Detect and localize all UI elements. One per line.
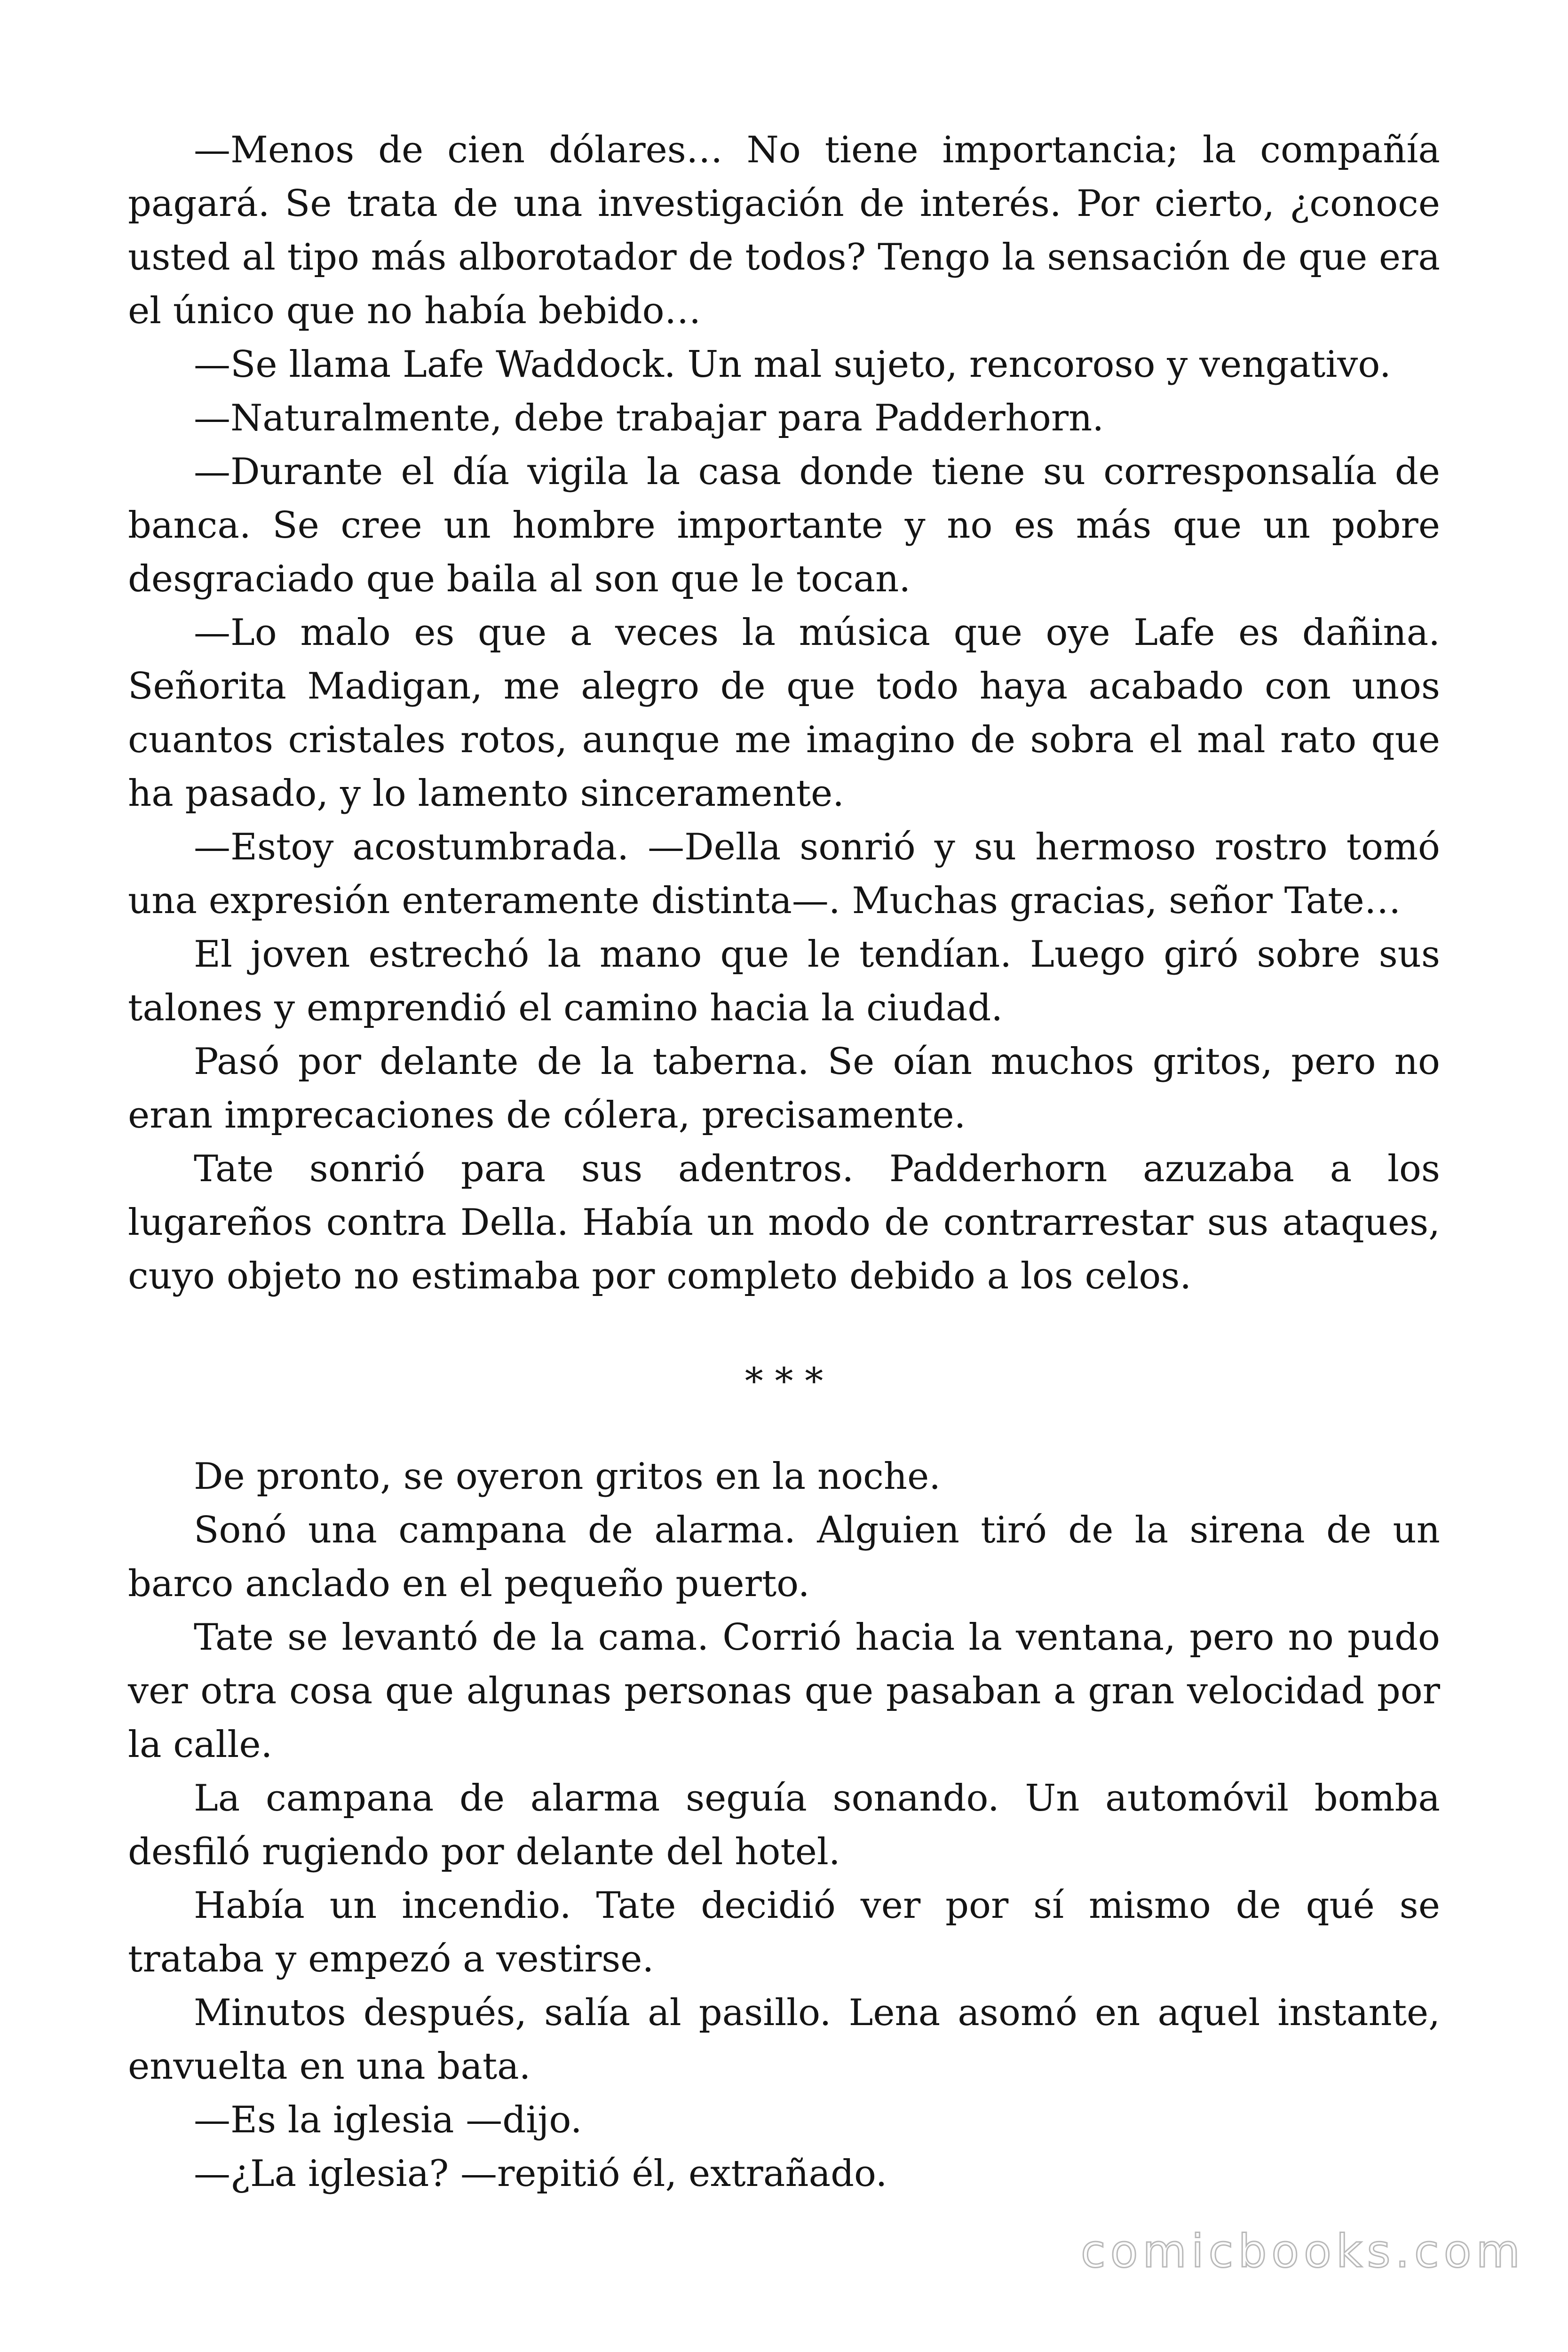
paragraph: —Menos de cien dólares… No tiene importancia; la compañía pagará. Se trata de una investigación de interés. Por cierto, ¿conoce usted al tipo más alborotador de todos? Tengo la sensación de que era el único que no había bebido… [128,129,1440,332]
paragraph: Minutos después, salía al pasillo. Lena asomó en aquel instante, envuelta en una bata. [128,1992,1440,2088]
watermark: comicbooks.com [1080,2225,1525,2278]
paragraph: Había un incendio. Tate decidió ver por sí mismo de qué se trataba y empezó a vestirse. [128,1884,1440,1980]
paragraph: —Es la iglesia —dijo. [194,2099,582,2141]
section-separator: * * * [744,1360,824,1403]
paragraph: —Se llama Lafe Waddock. Un mal sujeto, rencoroso y vengativo. [194,343,1391,386]
paragraph: Tate se levantó de la cama. Corrió hacia la ventana, pero no pudo ver otra cosa que algunas personas que pasaban a gran velocidad por la calle. [128,1616,1440,1766]
text-section-2 [128,1450,1440,2201]
paragraph: —Durante el día vigila la casa donde tiene su corresponsalía de banca. Se cree un hombre importante y no es más que un pobre desgraciado que baila al son que le tocan. [128,451,1440,600]
paragraph: El joven estrechó la mano que le tendían. Luego giró sobre sus talones y emprendió el camino hacia la ciudad. [128,933,1440,1029]
paragraph: Tate sonrió para sus adentros. Padderhorn azuzaba a los lugareños contra Della. Había un modo de contrarrestar sus ataques, cuyo objeto no estimaba por completo debido a los celos. [128,1148,1440,1297]
paragraph: Sonó una campana de alarma. Alguien tiró de la sirena de un barco anclado en el pequeño puerto. [128,1509,1440,1605]
paragraph: —Naturalmente, debe trabajar para Padderhorn. [194,397,1104,439]
paragraph: La campana de alarma seguía sonando. Un automóvil bomba desfiló rugiendo por delante del hotel. [128,1777,1440,1873]
paragraph: De pronto, se oyeron gritos en la noche. [194,1455,941,1498]
text-section-1 [128,123,1440,1303]
paragraph: Pasó por delante de la taberna. Se oían muchos gritos, pero no eran imprecaciones de cólera, precisamente. [128,1041,1440,1136]
paragraph: —Lo malo es que a veces la música que oye Lafe es dañina. Señorita Madigan, me alegro de que todo haya acabado con unos cuantos cristales rotos, aunque me imagino de sobra el mal rato que ha pasado, y lo lamento sinceramente. [128,612,1440,815]
paragraph: —¿La iglesia? —repitió él, extrañado. [194,2153,887,2195]
paragraph: —Estoy acostumbrada. —Della sonrió y su hermoso rostro tomó una expresión enteramente distinta—. Muchas gracias, señor Tate… [128,826,1440,922]
